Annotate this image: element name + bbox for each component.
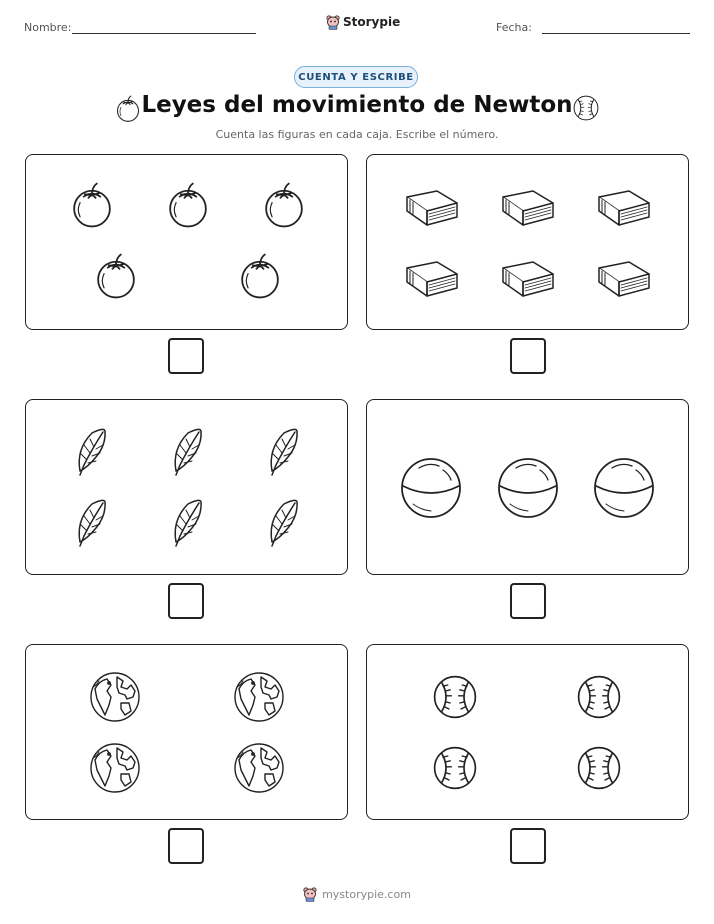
- leaf-icon: [262, 496, 302, 552]
- tomato-icon: [236, 251, 284, 305]
- mascot-icon: [326, 14, 340, 30]
- answer-box[interactable]: [168, 338, 204, 374]
- tomato-icon: [68, 180, 116, 234]
- leaf-icon: [70, 425, 110, 481]
- baseball-icon: [572, 94, 600, 122]
- panel-tomatoes: [25, 154, 348, 330]
- marble-icon: [496, 456, 560, 524]
- date-line[interactable]: [542, 33, 690, 34]
- globe-icon: [233, 671, 285, 727]
- storypie-logo: [326, 14, 400, 30]
- leaf-icon: [262, 425, 302, 481]
- baseball-icon: [575, 744, 623, 796]
- book-icon: [595, 183, 653, 235]
- tomato-icon: [164, 180, 212, 234]
- book-icon: [595, 254, 653, 306]
- baseball-icon: [575, 673, 623, 725]
- activity-badge: CUENTA Y ESCRIBE: [294, 66, 418, 88]
- book-icon: [403, 254, 461, 306]
- tomato-icon: [92, 251, 140, 305]
- book-icon: [499, 254, 557, 306]
- marble-icon: [399, 456, 463, 524]
- date-label: Fecha:: [496, 21, 532, 34]
- leaf-icon: [166, 425, 206, 481]
- brand-name: Storypie: [343, 15, 401, 29]
- answer-box[interactable]: [168, 828, 204, 864]
- globe-icon: [89, 742, 141, 798]
- globe-icon: [233, 742, 285, 798]
- answer-box[interactable]: [510, 338, 546, 374]
- baseball-icon: [431, 744, 479, 796]
- panel-globes: [25, 644, 348, 820]
- name-label: Nombre:: [24, 21, 72, 34]
- panel-leaves: [25, 399, 348, 575]
- worksheet-title: Leyes del movimiento de Newton: [141, 92, 573, 118]
- book-icon: [403, 183, 461, 235]
- answer-box[interactable]: [168, 583, 204, 619]
- book-icon: [499, 183, 557, 235]
- answer-box[interactable]: [510, 828, 546, 864]
- answer-box[interactable]: [510, 583, 546, 619]
- footer-url[interactable]: mystorypie.com: [322, 887, 411, 901]
- marble-icon: [592, 456, 656, 524]
- leaf-icon: [166, 496, 206, 552]
- name-line[interactable]: [72, 33, 256, 34]
- tomato-icon: [260, 180, 308, 234]
- panel-books: [366, 154, 689, 330]
- leaf-icon: [70, 496, 110, 552]
- panel-baseballs: [366, 644, 689, 820]
- baseball-icon: [431, 673, 479, 725]
- globe-icon: [89, 671, 141, 727]
- worksheet-subtitle: Cuenta las figuras en cada caja. Escribe el número.: [215, 128, 499, 141]
- mascot-icon: [303, 886, 317, 902]
- panel-marbles: [366, 399, 689, 575]
- footer: [0, 886, 714, 902]
